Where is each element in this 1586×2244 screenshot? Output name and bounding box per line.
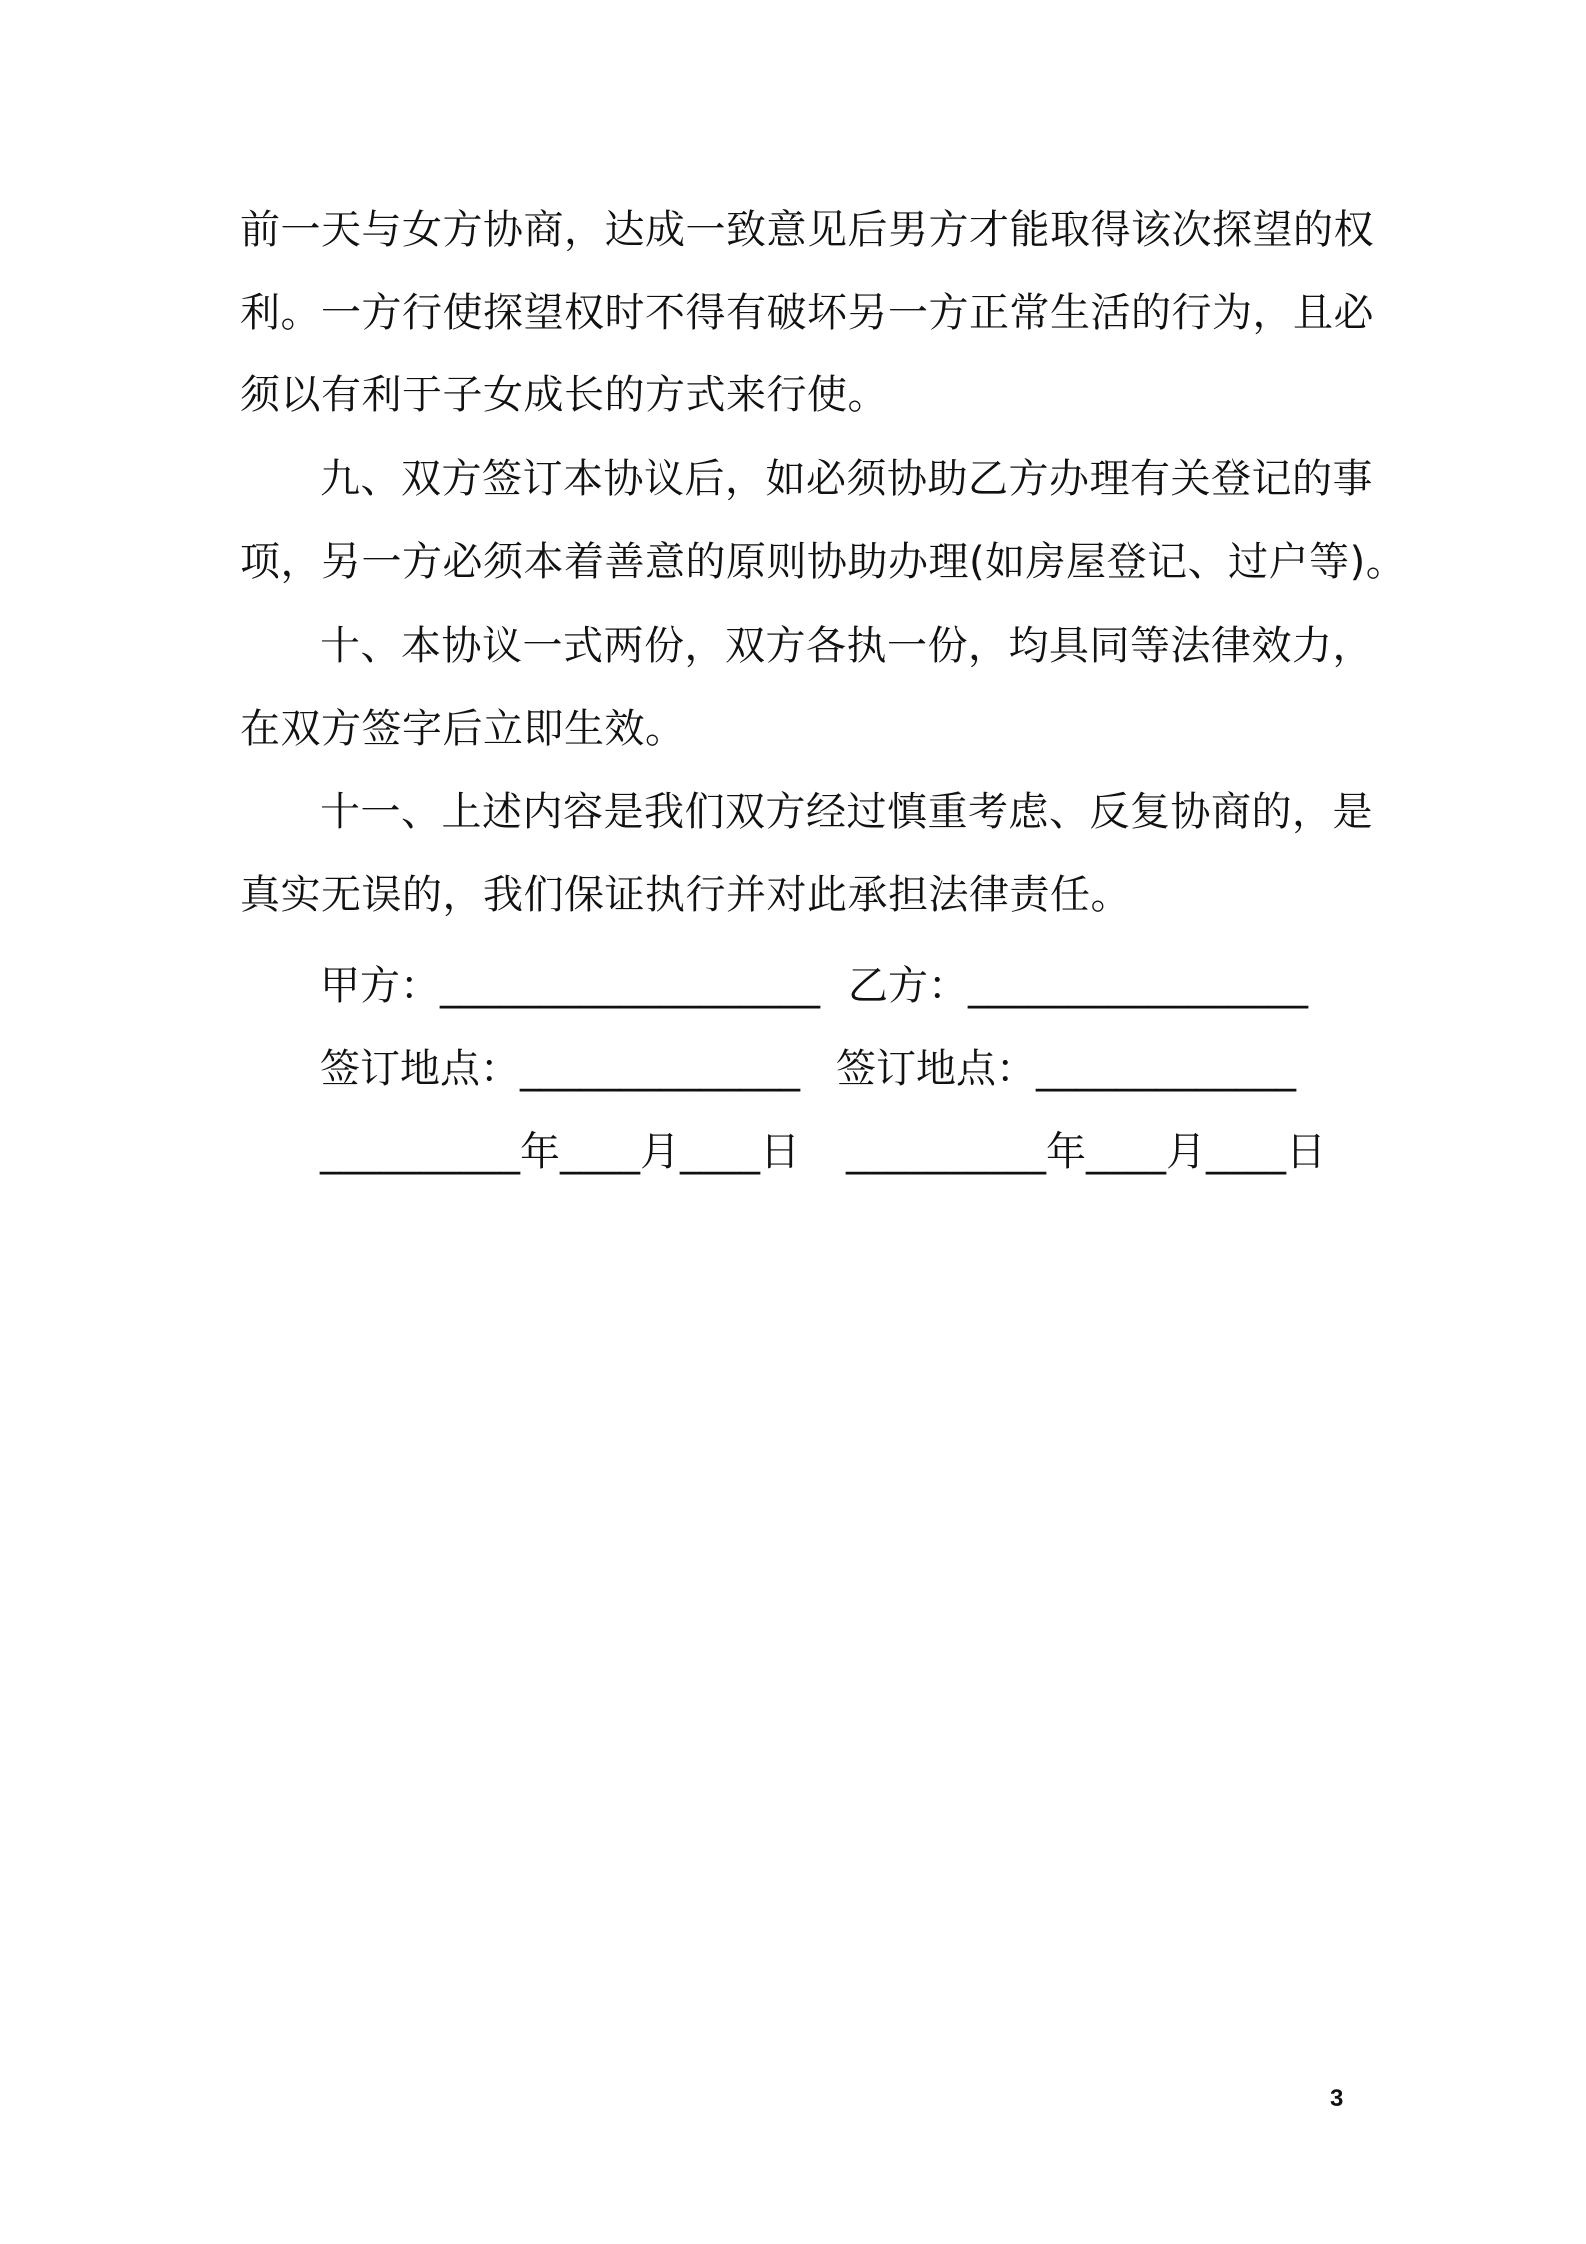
clause-ten-line: 在双方签字后立即生效。 (240, 706, 686, 752)
clause-eleven-line: 十一、上述内容是我们双方经过慎重考虑、反复协商的，是 (320, 789, 1373, 835)
party-b-place-field: 签订地点：_____________ (836, 1046, 1296, 1092)
clause-nine-line: 九、双方签订本协议后，如必须协助乙方办理有关登记的事 (320, 456, 1373, 502)
party-b-signature-field: 乙方：_________________ (848, 963, 1308, 1009)
party-a-place-field: 签订地点：______________ (320, 1046, 800, 1092)
party-a-date-field: __________年____月____日 (320, 1129, 800, 1175)
clause-ten-line: 十、本协议一式两份，双方各执一份，均具同等法律效力， (320, 623, 1373, 669)
body-line: 须以有利于子女成长的方式来行使。 (240, 372, 888, 418)
body-line: 利。一方行使探望权时不得有破坏另一方正常生活的行为，且必 (240, 290, 1374, 336)
party-a-signature-field: 甲方：___________________ (320, 963, 820, 1009)
body-line: 前一天与女方协商，达成一致意见后男方才能取得该次探望的权 (240, 207, 1374, 253)
clause-nine-line: 项，另一方必须本着善意的原则协助办理(如房屋登记、过户等)。 (240, 539, 1407, 585)
page-number: 3 (1330, 2085, 1344, 2112)
clause-eleven-line: 真实无误的，我们保证执行并对此承担法律责任。 (240, 872, 1131, 918)
party-b-date-field: __________年____月____日 (846, 1129, 1326, 1175)
